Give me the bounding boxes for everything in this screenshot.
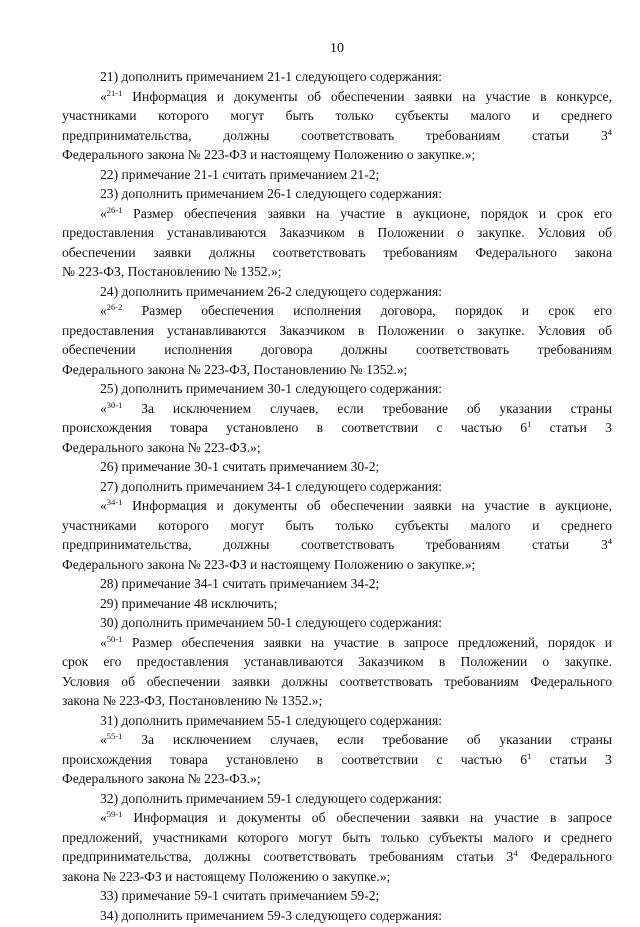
line-text: предоставления устанавливаются Заказчиком в Положении о закупке. Условия об xyxy=(62,225,612,240)
paragraph-line xyxy=(62,518,612,538)
paragraph-first-line xyxy=(62,206,612,226)
paragraph-line xyxy=(62,440,612,460)
line-text: 31) дополнить примечанием 55-1 следующего содержания: xyxy=(100,713,442,728)
line-text: происхождения товара установлено в соответствии с частью 6 xyxy=(62,420,527,435)
document-body xyxy=(62,69,612,927)
line-text: Размер обеспечения исполнения договора, порядок и срок его xyxy=(122,303,612,318)
superscript-text: 1 xyxy=(527,751,531,761)
line-text: участниками которого могут быть только субъекты малого и среднего xyxy=(62,108,612,123)
paragraph-first-line xyxy=(62,908,612,927)
paragraph-first-line xyxy=(62,576,612,596)
line-text: 30) дополнить примечанием 50-1 следующего содержания: xyxy=(100,615,442,630)
paragraph-line xyxy=(62,771,612,791)
paragraph-first-line xyxy=(62,167,612,187)
paragraph-line xyxy=(62,128,612,148)
line-text: Федерального xyxy=(518,849,612,864)
paragraph-first-line xyxy=(62,732,612,752)
paragraph-first-line xyxy=(62,479,612,499)
line-text: « xyxy=(100,810,107,825)
paragraph-first-line xyxy=(62,791,612,811)
paragraph-line xyxy=(62,654,612,674)
paragraph-line xyxy=(62,674,612,694)
line-text: « xyxy=(100,732,107,747)
superscript-text: 21-1 xyxy=(107,88,123,98)
line-text: предпринимательства, должны соответствовать требованиям статьи 3 xyxy=(62,537,608,552)
line-text: « xyxy=(100,89,107,104)
paragraph-first-line xyxy=(62,303,612,323)
line-text: Условия об обеспечении заявки должны соответствовать требованиям Федерального xyxy=(62,674,612,689)
line-text: 21) дополнить примечанием 21-1 следующего содержания: xyxy=(100,69,442,84)
paragraph-line xyxy=(62,323,612,343)
paragraph-line xyxy=(62,245,612,265)
paragraph-line xyxy=(62,557,612,577)
paragraph-first-line xyxy=(62,69,612,89)
superscript-text: 50-1 xyxy=(107,634,123,644)
paragraph-first-line xyxy=(62,381,612,401)
line-text: « xyxy=(100,635,107,650)
superscript-text: 4 xyxy=(608,127,612,137)
paragraph-line xyxy=(62,108,612,128)
line-text: 25) дополнить примечанием 30-1 следующего содержания: xyxy=(100,381,442,396)
line-text: Федерального закона № 223-ФЗ и настоящему Положению о закупке.»; xyxy=(62,147,475,162)
line-text: происхождения товара установлено в соответствии с частью 6 xyxy=(62,752,527,767)
superscript-text: 4 xyxy=(513,848,517,858)
line-text: Федерального закона № 223-ФЗ.»; xyxy=(62,440,261,455)
superscript-text: 26-1 xyxy=(107,205,123,215)
line-text: Информация и документы об обеспечении заявки на участие в аукционе, xyxy=(122,498,612,513)
superscript-text: 55-1 xyxy=(107,731,123,741)
paragraph-first-line xyxy=(62,284,612,304)
paragraph-line xyxy=(62,869,612,889)
line-text: 33) примечание 59-1 считать примечанием 59-2; xyxy=(100,888,379,903)
line-text: 26) примечание 30-1 считать примечанием 30-2; xyxy=(100,459,379,474)
line-text: « xyxy=(100,303,107,318)
paragraph-line xyxy=(62,362,612,382)
line-text: 28) примечание 34-1 считать примечанием 34-2; xyxy=(100,576,379,591)
line-text: Информация и документы об обеспечении заявки на участие в конкурсе, xyxy=(122,89,612,104)
line-text: 29) примечание 48 исключить; xyxy=(100,596,277,611)
superscript-text: 1 xyxy=(527,419,531,429)
paragraph-first-line xyxy=(62,635,612,655)
line-text: 27) дополнить примечанием 34-1 следующего содержания: xyxy=(100,479,442,494)
paragraph-first-line xyxy=(62,186,612,206)
paragraph-first-line xyxy=(62,498,612,518)
line-text: предоставления устанавливаются Заказчиком в Положении о закупке. Условия об xyxy=(62,323,612,338)
line-text: 32) дополнить примечанием 59-1 следующего содержания: xyxy=(100,791,442,806)
line-text: срок его предоставления устанавливаются Заказчиком в Положении о закупке. xyxy=(62,654,612,669)
paragraph-line xyxy=(62,147,612,167)
paragraph-line xyxy=(62,420,612,440)
line-text: предпринимательства, должны соответствовать требованиям статьи 3 xyxy=(62,849,513,864)
line-text: предложений, участниками которого могут быть только субъекты малого и среднего xyxy=(62,830,612,845)
superscript-text: 26-2 xyxy=(107,302,123,312)
paragraph-first-line xyxy=(62,89,612,109)
line-text: 24) дополнить примечанием 26-2 следующего содержания: xyxy=(100,284,442,299)
line-text: статьи 3 xyxy=(531,420,612,435)
line-text: Федерального закона № 223-ФЗ.»; xyxy=(62,771,261,786)
paragraph-line xyxy=(62,849,612,869)
line-text: 23) дополнить примечанием 26-1 следующего содержания: xyxy=(100,186,442,201)
paragraph-line xyxy=(62,264,612,284)
paragraph-first-line xyxy=(62,615,612,635)
line-text: 22) примечание 21-1 считать примечанием 21-2; xyxy=(100,167,379,182)
paragraph-line xyxy=(62,693,612,713)
line-text: закона № 223-ФЗ и настоящему Положению о закупке.»; xyxy=(62,869,390,884)
line-text: Федерального закона № 223-ФЗ, Постановлению № 1352.»; xyxy=(62,362,407,377)
line-text: предпринимательства, должны соответствовать требованиям статьи 3 xyxy=(62,128,608,143)
line-text: « xyxy=(100,206,107,221)
superscript-text: 30-1 xyxy=(107,400,123,410)
paragraph-first-line xyxy=(62,596,612,616)
line-text: « xyxy=(100,498,107,513)
paragraph-line xyxy=(62,752,612,772)
line-text: № 223-ФЗ, Постановлению № 1352.»; xyxy=(62,264,282,279)
line-text: участниками которого могут быть только субъекты малого и среднего xyxy=(62,518,612,533)
paragraph-first-line xyxy=(62,459,612,479)
paragraph-first-line xyxy=(62,713,612,733)
superscript-text: 59-1 xyxy=(107,809,123,819)
paragraph-first-line xyxy=(62,401,612,421)
page-number: 10 xyxy=(62,41,612,57)
line-text: « xyxy=(100,401,107,416)
line-text: закона № 223-ФЗ, Постановлению № 1352.»; xyxy=(62,693,322,708)
line-text: Информация и документы об обеспечении заявки на участие в запросе xyxy=(122,810,612,825)
line-text: Размер обеспечения заявки на участие в запросе предложений, порядок и xyxy=(122,635,612,650)
paragraph-first-line xyxy=(62,810,612,830)
paragraph-line xyxy=(62,830,612,850)
line-text: Федерального закона № 223-ФЗ и настоящему Положению о закупке.»; xyxy=(62,557,475,572)
paragraph-line xyxy=(62,537,612,557)
line-text: обеспечении исполнения договора должны соответствовать требованиям xyxy=(62,342,612,357)
line-text: статьи 3 xyxy=(531,752,612,767)
line-text: За исключением случаев, если требование об указании страны xyxy=(122,401,612,416)
line-text: 34) дополнить примечанием 59-3 следующего содержания: xyxy=(100,908,442,923)
superscript-text: 34-1 xyxy=(107,497,123,507)
paragraph-line xyxy=(62,342,612,362)
line-text: обеспечении заявки должны соответствовать требованиям Федерального закона xyxy=(62,245,612,260)
superscript-text: 4 xyxy=(608,536,612,546)
line-text: За исключением случаев, если требование об указании страны xyxy=(122,732,612,747)
paragraph-line xyxy=(62,225,612,245)
line-text: Размер обеспечения заявки на участие в аукционе, порядок и срок его xyxy=(122,206,612,221)
